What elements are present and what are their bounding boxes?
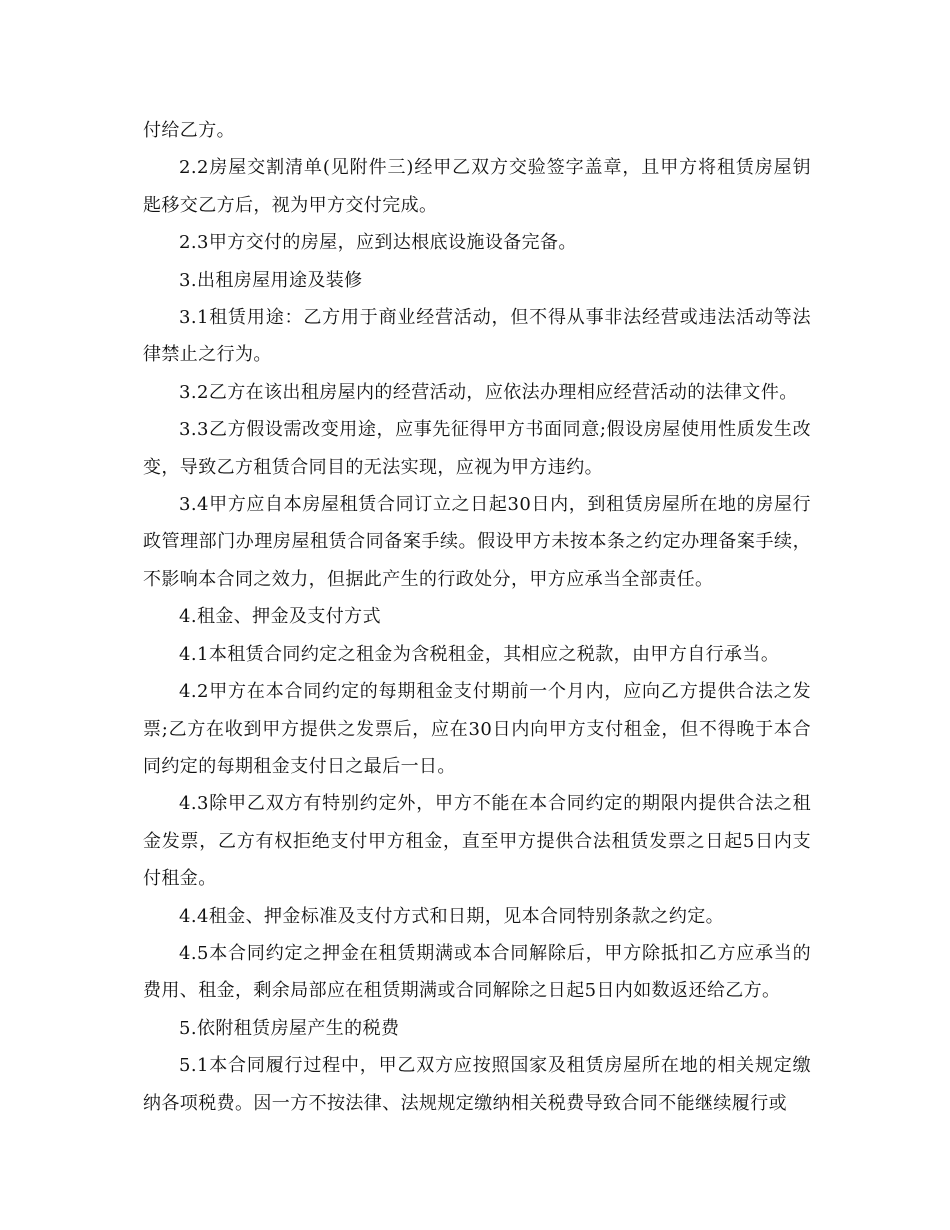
clause-3-4: 3.4甲方应自本房屋租赁合同订立之日起30日内，到租赁房屋所在地的房屋行政管理部门办理房屋租赁合同备案手续。假设甲方未按本条之约定办理备案手续，不影响本合同之效力，但据此产生的行政处分，甲方应承当全部责任。 [143, 494, 811, 590]
clause-4-1: 4.1本租赁合同约定之租金为含税租金，其相应之税款，由甲方自行承当。 [179, 643, 780, 665]
clause-4-4: 4.4租金、押金标准及支付方式和日期，见本合同特别条款之约定。 [179, 905, 725, 927]
paragraph-continuation: 付给乙方。 [143, 120, 235, 141]
section-4-heading: 4.租金、押金及支付方式 [179, 606, 381, 628]
clause-5-1: 5.1本合同履行过程中，甲乙双方应按照国家及租赁房屋所在地的相关规定缴纳各项税费。因一方不按法律、法规规定缴纳相关税费导致合同不能继续履行或 [143, 1055, 811, 1114]
clause-4-3: 4.3除甲乙双方有特别约定外，甲方不能在本合同约定的期限内提供合法之租金发票，乙方有权拒绝支付甲方租金，直至甲方提供合法租赁发票之日起5日内支付租金。 [143, 793, 811, 890]
document-body [143, 112, 811, 1122]
section-5-heading: 5.依附租赁房屋产生的税费 [179, 1017, 400, 1039]
clause-3-3: 3.3乙方假设需改变用途，应事先征得甲方书面同意;假设房屋使用性质发生改变，导致乙方租赁合同目的无法实现，应视为甲方违约。 [143, 419, 811, 478]
clause-4-2: 4.2甲方在本合同约定的每期租金支付期前一个月内，应向乙方提供合法之发票;乙方在收到甲方提供之发票后，应在30日内向甲方支付租金，但不得晚于本合同约定的每期租金支付日之最后一日。 [143, 681, 811, 777]
clause-4-5: 4.5本合同约定之押金在租赁期满或本合同解除后，甲方除抵扣乙方应承当的费用、租金，剩余局部应在租赁期满或合同解除之日起5日内如数返还给乙方。 [143, 942, 811, 1002]
clause-2-2: 2.2房屋交割清单(见附件三)经甲乙双方交验签字盖章，且甲方将租赁房屋钥匙移交乙方后，视为甲方交付完成。 [143, 157, 811, 216]
clause-3-2: 3.2乙方在该出租房屋内的经营活动，应依法办理相应经营活动的法律文件。 [179, 381, 798, 403]
clause-3-1: 3.1租赁用途：乙方用于商业经营活动，但不得从事非法经营或违法活动等法律禁止之行为。 [143, 307, 811, 366]
clause-2-3: 2.3甲方交付的房屋，应到达根底设施设备完备。 [179, 232, 577, 254]
section-3-heading: 3.出租房屋用途及装修 [179, 269, 363, 291]
